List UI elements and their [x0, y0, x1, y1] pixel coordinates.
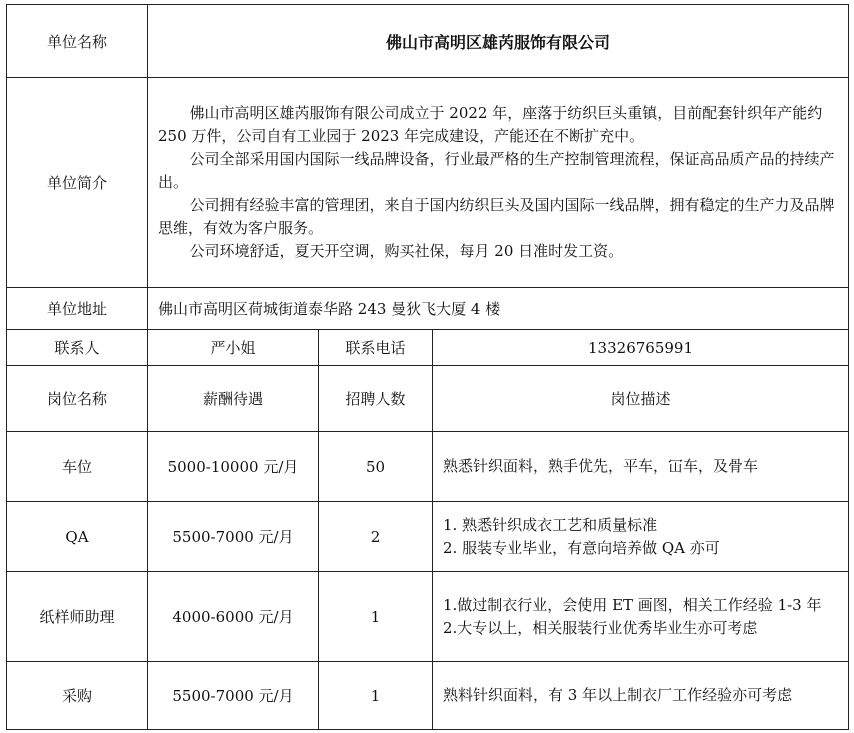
- company-name: 佛山市高明区雄芮服饰有限公司: [148, 5, 849, 78]
- job-description-line: 2. 服装专业毕业，有意向培养做 QA 亦可: [443, 538, 720, 557]
- job-description-line: 熟料针织面料，有 3 年以上制衣厂工作经验亦可考虑: [443, 686, 793, 705]
- header-count: 招聘人数: [319, 366, 433, 432]
- job-title: QA: [7, 502, 148, 572]
- job-count: 1: [319, 572, 433, 662]
- company-name-label: 单位名称: [7, 5, 148, 78]
- jobs-header-row: [7, 366, 849, 432]
- company-intro-label: 单位简介: [7, 78, 148, 288]
- job-description-line: 1.做过制衣行业，会使用 ET 画图，相关工作经验 1-3 年: [443, 596, 822, 614]
- company-intro-row: [7, 78, 849, 288]
- job-description-line: 2.大专以上，相关服装行业优秀毕业生亦可考虑: [443, 618, 758, 637]
- job-count: 2: [319, 502, 433, 572]
- job-salary: 5500-7000 元/月: [148, 502, 319, 572]
- job-salary: 5000-10000 元/月: [148, 432, 319, 502]
- job-title: 车位: [7, 432, 148, 502]
- table-row: [7, 502, 849, 572]
- job-description: [433, 432, 849, 502]
- recruitment-table: [6, 4, 849, 730]
- company-intro: [148, 78, 849, 288]
- job-description: [433, 572, 849, 662]
- job-salary: 4000-6000 元/月: [148, 572, 319, 662]
- job-count: 50: [319, 432, 433, 502]
- intro-paragraph: 公司环境舒适，夏天开空调，购买社保，每月 20 日准时发工资。: [189, 241, 624, 260]
- job-count: 1: [319, 662, 433, 730]
- job-salary: 5500-7000 元/月: [148, 662, 319, 730]
- company-name-row: [7, 5, 849, 78]
- company-address-label: 单位地址: [7, 288, 148, 330]
- table-row: [7, 432, 849, 502]
- job-description-line: 1. 熟悉针织成衣工艺和质量标准: [443, 516, 658, 534]
- phone-label: 联系电话: [319, 330, 433, 366]
- company-address: 佛山市高明区荷城街道泰华路 243 曼狄飞大厦 4 楼: [148, 288, 849, 330]
- table-row: [7, 572, 849, 662]
- job-description: [433, 502, 849, 572]
- job-description-line: 熟悉针织面料，熟手优先，平车，冚车，及骨车: [443, 457, 759, 476]
- contact-label: 联系人: [7, 330, 148, 366]
- company-address-row: [7, 288, 849, 330]
- job-title: 纸样师助理: [7, 572, 148, 662]
- header-description: 岗位描述: [433, 366, 849, 432]
- contact-name: 严小姐: [148, 330, 319, 366]
- contact-row: [7, 330, 849, 366]
- job-title: 采购: [7, 662, 148, 730]
- intro-paragraph: 公司全部采用国内国际一线品牌设备，行业最严格的生产控制管理流程，保证高品质产品的持续产出。: [158, 150, 835, 192]
- phone-number: 13326765991: [433, 330, 849, 366]
- header-job-title: 岗位名称: [7, 366, 148, 432]
- table-row: [7, 662, 849, 730]
- job-description: [433, 662, 849, 730]
- header-salary: 薪酬待遇: [148, 366, 319, 432]
- intro-paragraph: 公司拥有经验丰富的管理团，来自于国内纺织巨头及国内国际一线品牌，拥有稳定的生产力及品牌思维，有效为客户服务。: [158, 195, 835, 237]
- intro-paragraph: 佛山市高明区雄芮服饰有限公司成立于 2022 年，座落于纺织巨头重镇，目前配套针织年产能约 250 万件，公司自有工业园于 2023 年完成建设，产能还在不断扩充中。: [158, 104, 823, 146]
